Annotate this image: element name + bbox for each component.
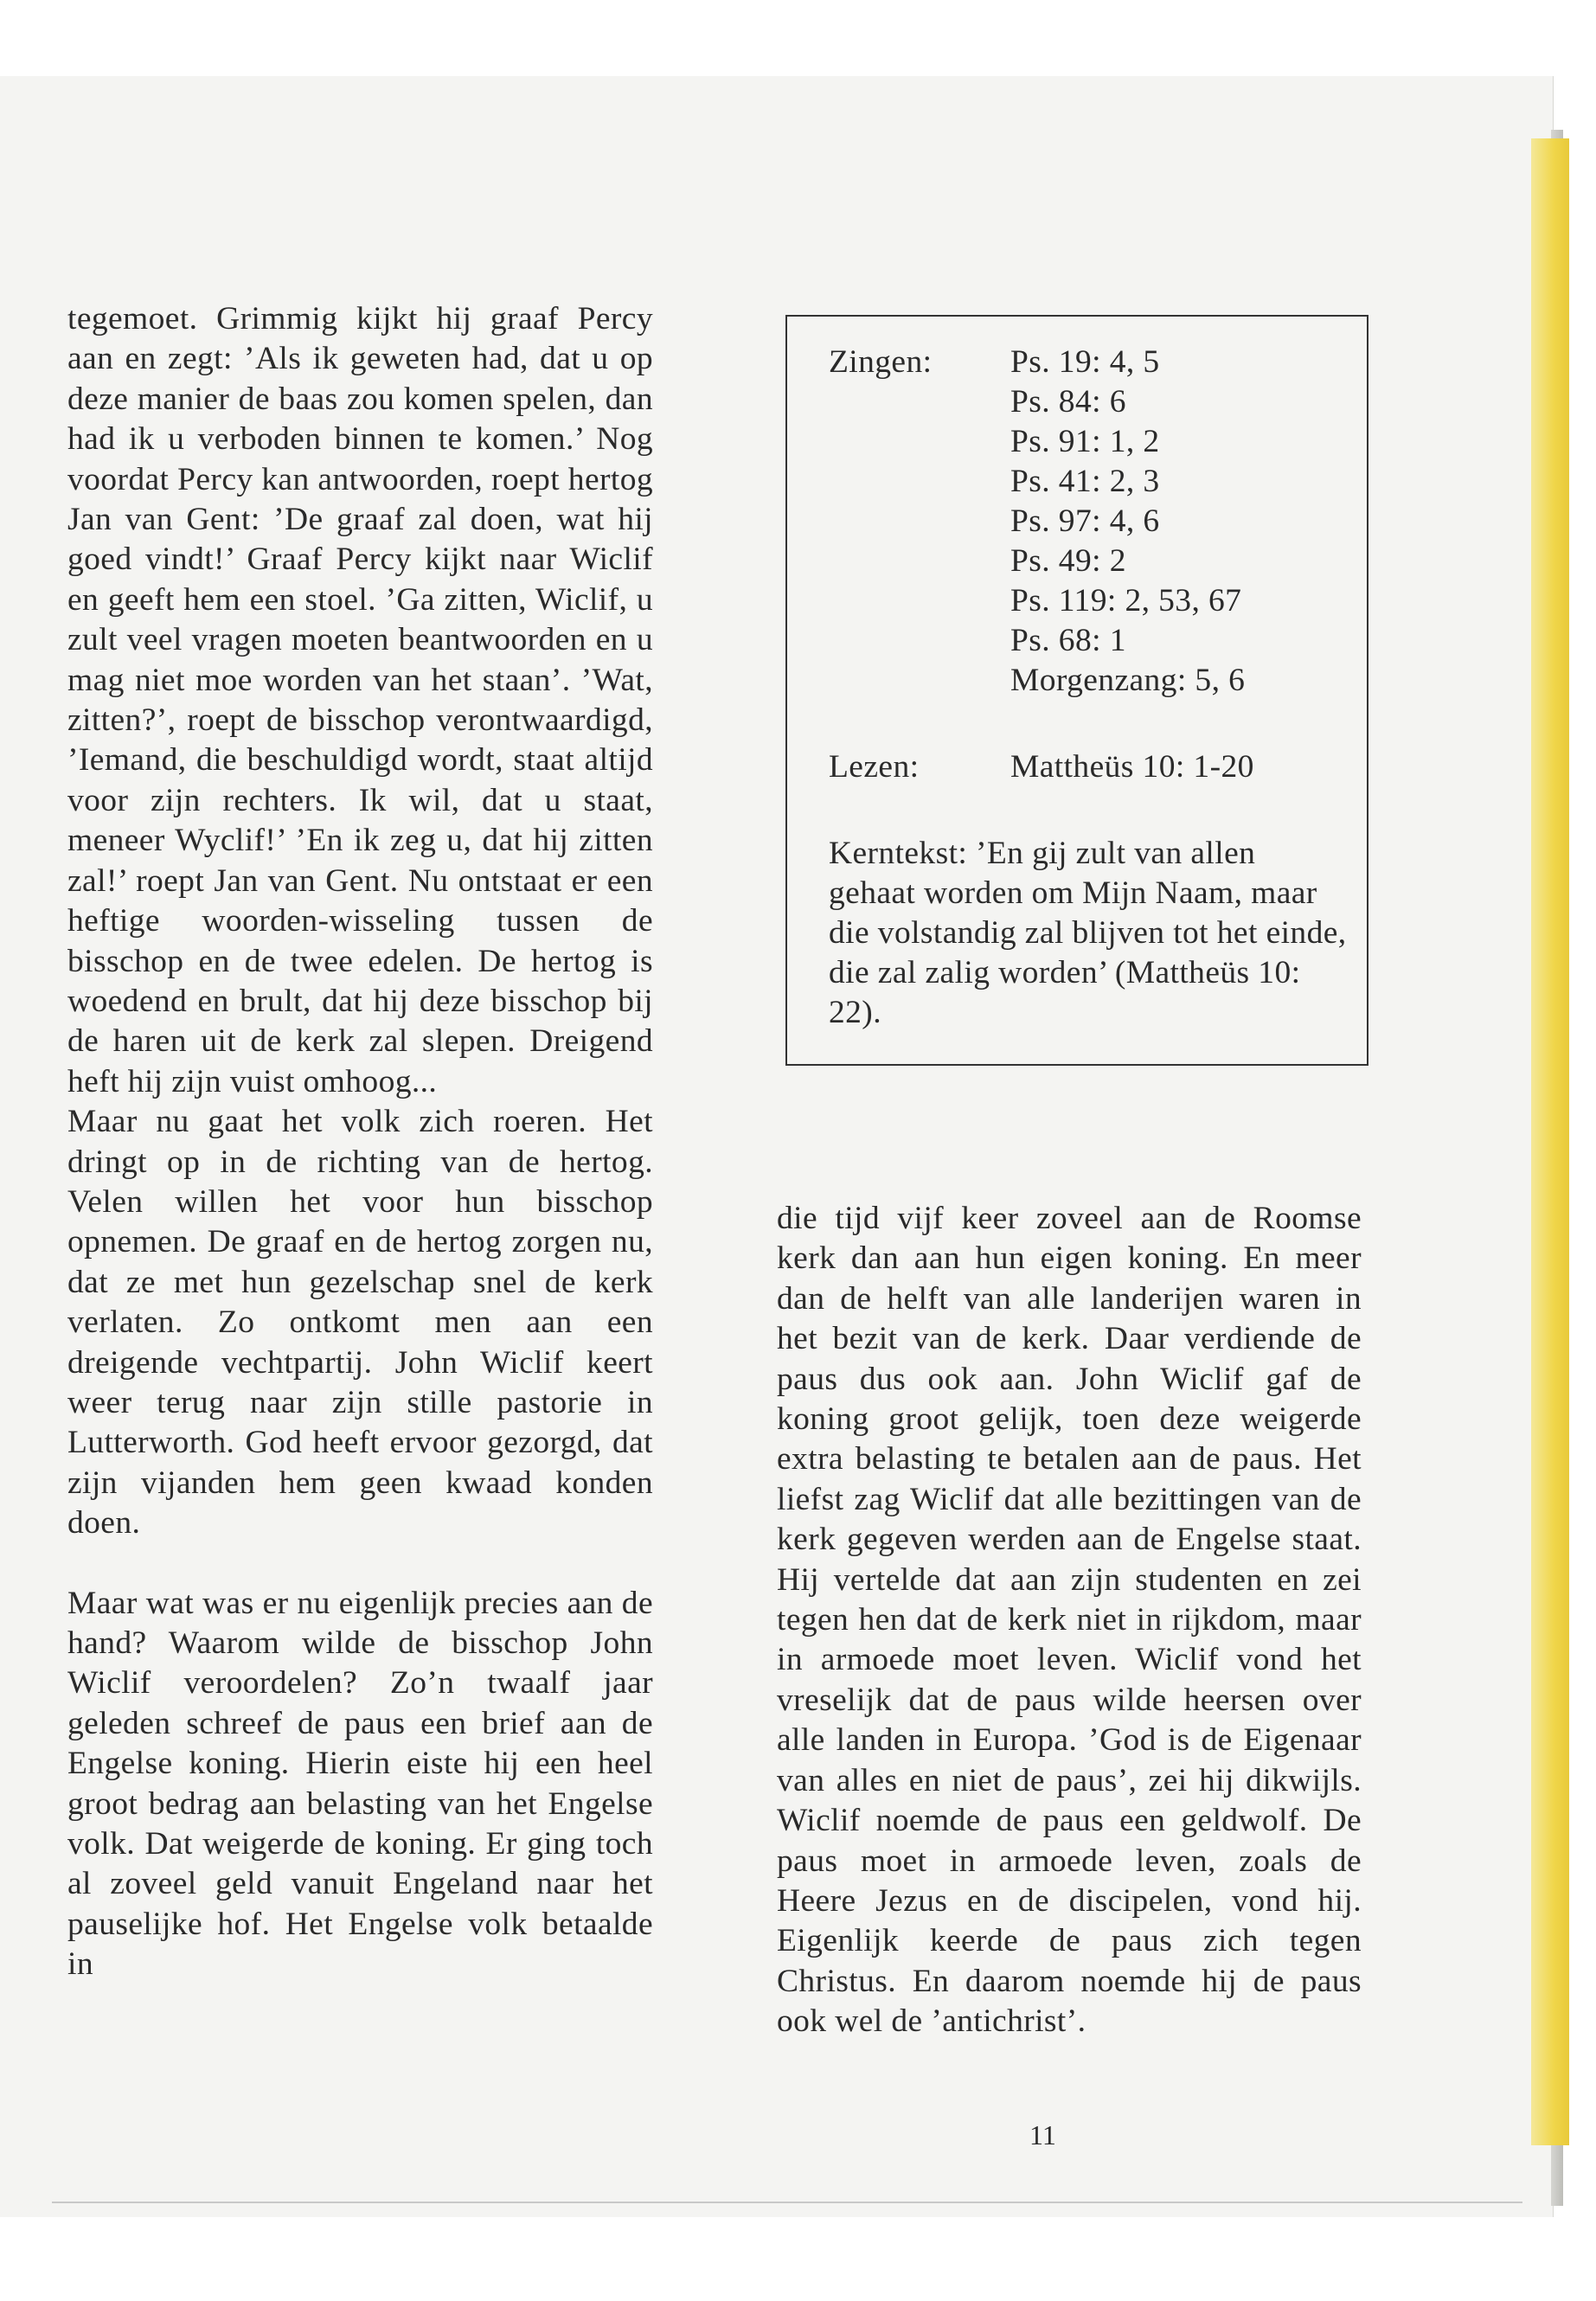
left-paragraph-2: Maar nu gaat het volk zich roeren. Het dringt op in de richting van de hertog. Velen willen het voor hun bisschop opnemen. De graaf en de hertog zorgen nu, dat ze met hun gezelschap snel de kerk verlaten. Zo ontkomt men aan een dreigende vechtpartij. John Wiclif keert weer terug naar zijn stille pastorie in Lutterworth. God heeft ervoor gezorgd, dat zijn vijanden hem geen kwaad konden doen. [67,1104,653,1541]
left-column [67,299,653,1985]
liturgy-box [785,315,1368,1066]
psalm-item: Ps. 41: 2, 3 [1010,464,1160,499]
lezen-label: Lezen: [829,749,920,785]
psalm-item: Ps. 97: 4, 6 [1010,503,1160,539]
page-edge-yellow [1531,138,1569,2145]
bottom-rule [52,2202,1522,2203]
kerntekst: Kerntekst: ’En gij zult van allen gehaat worden om Mijn Naam, maar die volstandig zal blijven tot het einde, die zal zalig worden’ (Mattheüs 10: 22). [829,836,1347,1030]
psalm-item: Ps. 68: 1 [1010,623,1126,658]
singing-list [829,343,1245,701]
lezen-value: Mattheüs 10: 1-20 [1010,749,1254,785]
reading-line [829,747,1254,787]
psalm-item: Morgenzang: 5, 6 [1010,663,1246,698]
psalm-item: Ps. 19: 4, 5 [1010,344,1160,380]
right-paragraph-1: die tijd vijf keer zoveel aan de Roomse kerk dan aan hun eigen koning. En meer dan de helft van alle landerijen waren in het bezit van de kerk. Daar verdiende de paus dus ook aan. John Wiclif gaf de koning groot gelijk, toen deze weigerde extra belasting te betalen aan de paus. Het liefst zag Wiclif dat alle bezittingen van de kerk gegeven werden aan de Engelse staat. Hij vertelde dat aan zijn studenten en zei tegen hen dat de kerk niet in rijkdom, maar in armoede moet leven. Wiclif vond het vreselijk dat de paus wilde heersen over alle landen in Europa. ’God is de Eigenaar van alles en niet de paus’, zei hij dikwijls. Wiclif noemde de paus een geldwolf. De paus moet in armoede leven, zoals de Heere Jezus en de discipelen, vond hij. Eigenlijk keerde de paus zich tegen Christus. En daarom noemde hij de paus ook wel de ’antichrist’. [777,1201,1362,2040]
left-paragraph-1: tegemoet. Grimmig kijkt hij graaf Percy aan en zegt: ’Als ik geweten had, dat u op deze manier de baas zou komen spelen, dan had ik u verboden binnen te komen.’ Nog voordat Percy kan antwoorden, roept hertog Jan van Gent: ’De graaf zal doen, wat hij goed vindt!’ Graaf Percy kijkt naar Wiclif en geeft hem een stoel. ’Ga zitten, Wiclif, u zult veel vragen moeten beantwoorden en u mag niet moe worden van het staan’. ’Wat, zitten?’, roept de bisschop verontwaardigd, ’Iemand, die beschuldigd wordt, staat altijd voor zijn rechters. Ik wil, dat u staat, meneer Wyclif!’ ’En ik zeg u, dat hij zitten zal!’ roept Jan van Gent. Nu ontstaat er een heftige woorden-wisseling tussen de bisschop en de twee edelen. De hertog is woedend en brult, dat hij deze bisschop bij de haren uit de kerk zal slepen. Dreigend heft hij zijn vuist omhoog... [67,301,654,1099]
psalm-item: Ps. 91: 1, 2 [1010,424,1160,459]
psalm-item: Ps. 119: 2, 53, 67 [1010,583,1242,619]
page-number: 11 [1029,2119,1056,2150]
zingen-label: Zingen: [829,344,933,380]
psalm-item: Ps. 84: 6 [1010,384,1126,420]
psalm-item: Ps. 49: 2 [1010,543,1126,579]
right-column [777,1199,1362,2042]
left-paragraph-3: Maar wat was er nu eigenlijk precies aan de hand? Waarom wilde de bisschop John Wiclif veroordelen? Zo’n twaalf jaar geleden schreef de paus een brief aan de Engelse koning. Hierin eiste hij een heel groot bedrag aan belasting van het Engelse volk. Dat weigerde de koning. Er ging toch al zoveel geld vanuit Engeland naar het pauselijke hof. Het Engelse volk betaalde in [67,1585,653,1983]
